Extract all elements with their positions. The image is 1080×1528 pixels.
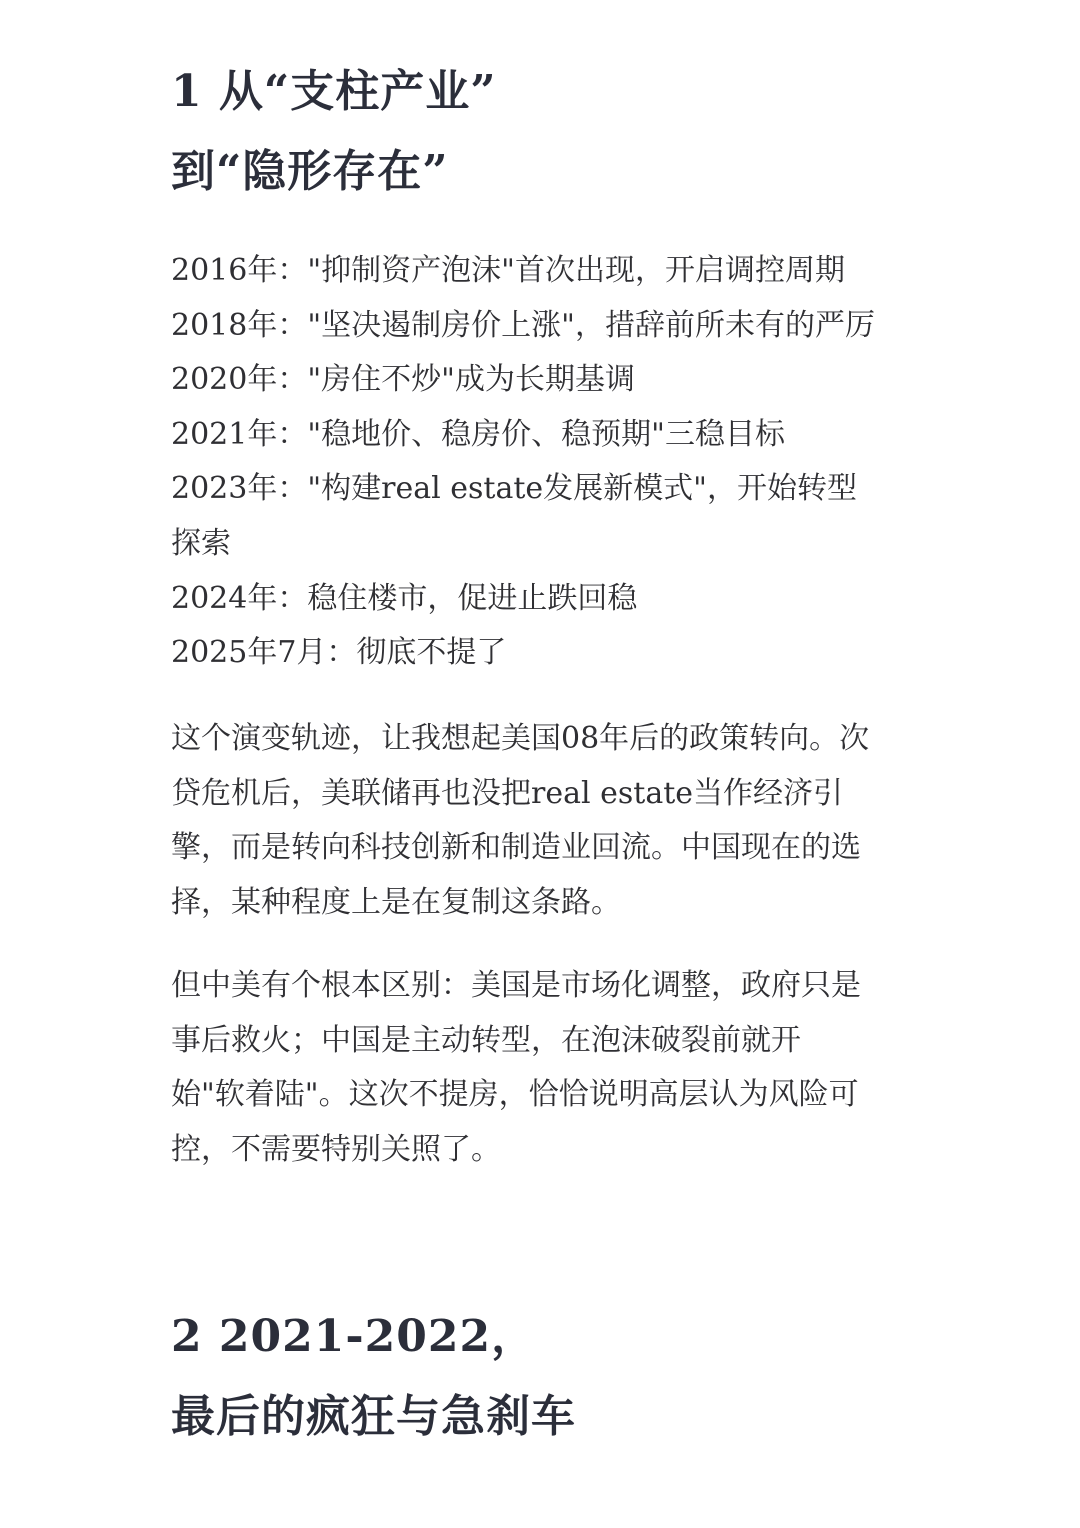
paragraph-line: 事后救火；中国是主动转型，在泡沫破裂前就开 xyxy=(171,1022,801,1058)
section-1-heading xyxy=(171,52,497,212)
timeline-item: 2025年7月：彻底不提了 xyxy=(171,635,507,671)
paragraph-us-comparison xyxy=(171,712,916,930)
paragraph-line: 始"软着陆"。这次不提房，恰恰说明高层认为风险可 xyxy=(171,1077,859,1113)
paragraph-line: 贷危机后，美联储再也没把real estate当作经济引 xyxy=(171,775,844,811)
timeline-item: 2023年："构建real estate发展新模式"，开始转型 xyxy=(171,471,857,507)
policy-timeline xyxy=(171,244,916,681)
section-2-title-line-1: 2 2021-2022， xyxy=(171,1311,537,1362)
paragraph-line: 擎，而是转向科技创新和制造业回流。中国现在的选 xyxy=(171,830,861,866)
section-2-heading xyxy=(171,1297,576,1457)
section-1-title-line-2: 到“隐形存在” xyxy=(171,146,449,197)
paragraph-line: 这个演变轨迹，让我想起美国08年后的政策转向。次 xyxy=(171,721,870,756)
timeline-item: 2024年：稳住楼市，促进止跌回稳 xyxy=(171,580,638,616)
paragraph-line: 但中美有个根本区别：美国是市场化调整，政府只是 xyxy=(171,968,861,1003)
paragraph-line: 择，某种程度上是在复制这条路。 xyxy=(171,884,621,920)
timeline-item: 2018年："坚决遏制房价上涨"，措辞前所未有的严厉 xyxy=(171,307,875,343)
timeline-item: 2016年："抑制资产泡沫"首次出现，开启调控周期 xyxy=(171,253,845,288)
paragraph-line: 控，不需要特别关照了。 xyxy=(171,1131,501,1167)
timeline-item: 2020年："房住不炒"成为长期基调 xyxy=(171,362,635,398)
paragraph-key-difference xyxy=(171,959,916,1177)
section-1-title-line-1: 1 从“支柱产业” xyxy=(171,66,497,117)
timeline-item: 2021年："稳地价、稳房价、稳预期"三稳目标 xyxy=(171,416,785,452)
timeline-item-continuation: 探索 xyxy=(171,525,231,561)
section-2-title-line-2: 最后的疯狂与急刹车 xyxy=(171,1391,576,1442)
